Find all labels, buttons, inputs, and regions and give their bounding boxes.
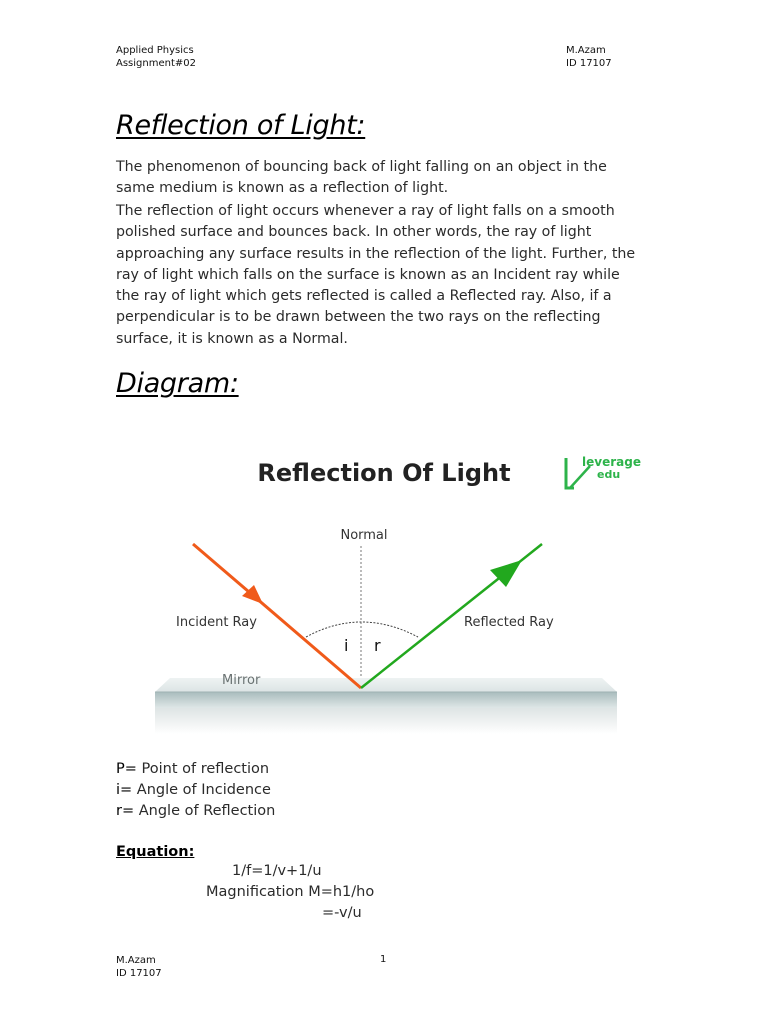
mirror-label: Mirror [222, 673, 261, 688]
definition-r [116, 801, 275, 822]
course-name: Applied Physics [116, 45, 194, 56]
logo-text-line2: edu [597, 468, 621, 481]
section-title-reflection: Reflection of Light: [116, 110, 366, 141]
footer-name: M.Azam [116, 955, 156, 966]
definitions-list [116, 759, 275, 822]
definition-text: Angle of Incidence [132, 782, 271, 798]
angle-arc [306, 622, 418, 637]
paragraph-definition: The phenomenon of bouncing back of light falling on an object in the same medium is known as a reflection of light. [116, 159, 607, 197]
logo-text-line1: leverage [582, 455, 641, 469]
equation-magnification: Magnification M=h1/ho [206, 884, 375, 900]
paragraph-explanation: The reflection of light occurs whenever a ray of light falls on a smooth polished surface and bounces back. In other words, the ray of light approaching any surface results in the reflection of the light. Further, the ray of light which falls on the surface is known as an Incident ray while the ray of light which gets reflected is called a Reflected ray. Also, if a perpendicular is to be drawn between the two rays on the reflecting surface, it is known as a Normal. [116, 203, 636, 347]
definition-key: r= [116, 803, 135, 819]
footer-author [116, 954, 162, 980]
angle-r-label: r [374, 636, 381, 655]
angle-i-label: i [344, 636, 349, 655]
normal-label: Normal [340, 528, 388, 543]
reflected-ray-label: Reflected Ray [464, 615, 554, 630]
assignment-number: Assignment#02 [116, 58, 196, 69]
definition-p [116, 759, 275, 780]
definition-i [116, 780, 275, 801]
equation-magnification-alt: =-v/u [322, 905, 362, 921]
definition-key: P= [116, 761, 137, 777]
page-number: 1 [380, 954, 387, 965]
author-name: M.Azam [566, 45, 606, 56]
figure-title: Reflection Of Light [257, 459, 511, 487]
equation-title: Equation: [116, 844, 195, 860]
author-id: ID 17107 [566, 58, 612, 69]
header-left [116, 44, 196, 70]
section-title-diagram: Diagram: [116, 368, 239, 399]
equation-lens-formula: 1/f=1/v+1/u [232, 863, 322, 879]
definition-key: i= [116, 782, 133, 798]
leverage-edu-logo [566, 455, 641, 488]
footer-id: ID 17107 [116, 968, 162, 979]
reflection-diagram [0, 440, 768, 760]
header-right [566, 44, 612, 70]
incident-ray-label: Incident Ray [176, 615, 257, 630]
mirror [155, 673, 617, 734]
definition-text: Angle of Reflection [134, 803, 276, 819]
definition-text: Point of reflection [136, 761, 270, 777]
